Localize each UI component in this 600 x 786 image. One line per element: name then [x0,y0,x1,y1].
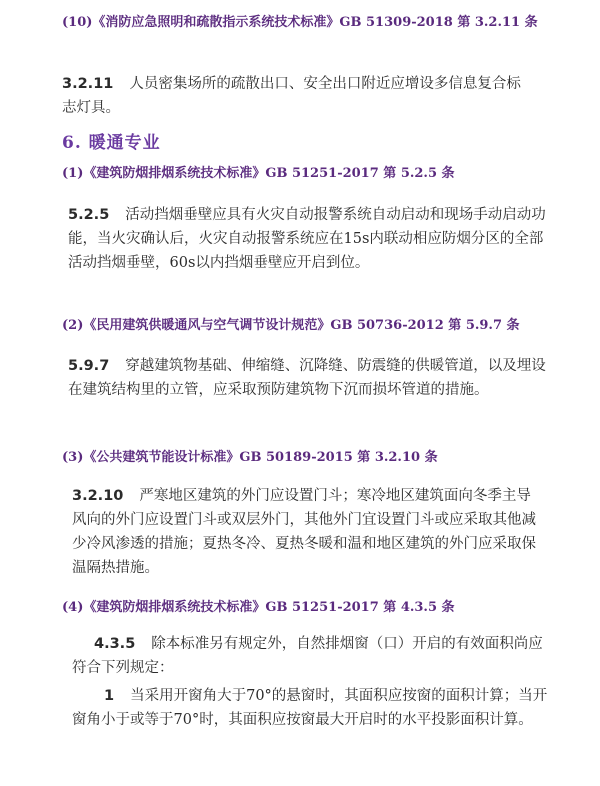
clause-text: 除本标准另有规定外，自然排烟窗（口）开启的有效面积尚应符合下列规定： [72,636,543,676]
clause-number: 5.9.7 [68,358,110,374]
ref-4: (4)《建筑防烟排烟系统技术标准》GB 51251-2017 第 4.3.5 条 [62,600,455,615]
clause-text: 人员密集场所的疏散出口、安全出口附近应增设多信息复合标志灯具。 [62,76,521,116]
clause-text: 严寒地区建筑的外门应设置门斗；寒冷地区建筑面向冬季主导风向的外门应设置门斗或双层外门，其他外门宜设置门斗或应采取其他减少冷风渗透的措施；夏热冬冷、夏热冬暖和温和地区建筑的外门应采取保温隔热措施。 [72,488,536,576]
ref-3: (3)《公共建筑节能设计标准》GB 50189-2015 第 3.2.10 条 [62,450,438,465]
section-title: 6. 暖通专业 [62,133,161,153]
ref-10: (10)《消防应急照明和疏散指示系统技术标准》GB 51309-2018 第 3.2.11 条 [62,15,538,30]
clause-number: 3.2.10 [72,488,124,504]
clause-number: 1 [104,688,115,704]
ref-1: (1)《建筑防烟排烟系统技术标准》GB 51251-2017 第 5.2.5 条 [62,166,455,181]
clause-5-9-7 [68,354,548,402]
clause-text: 当采用开窗角大于70°的悬窗时，其面积应按窗的面积计算；当开窗角小于或等于70°时，其面积应按窗最大开启时的水平投影面积计算。 [72,688,548,728]
clause-text: 穿越建筑物基础、伸缩缝、沉降缝、防震缝的供暖管道，以及埋设在建筑结构里的立管，应采取预防建筑物下沉而损坏管道的措施。 [68,358,546,398]
ref-2: (2)《民用建筑供暖通风与空气调节设计规范》GB 50736-2012 第 5.9.7 条 [62,318,520,333]
clause-5-2-5 [68,203,548,275]
clause-4-3-5-item-1 [72,684,552,732]
clause-number: 4.3.5 [94,636,136,652]
clause-number: 3.2.11 [62,76,114,92]
clause-number: 5.2.5 [68,207,110,223]
clause-3-2-10 [72,484,542,580]
clause-3-2-11 [62,72,532,120]
clause-text: 活动挡烟垂壁应具有火灾自动报警系统自动启动和现场手动启动功能，当火灾确认后，火灾自动报警系统应在15s内联动相应防烟分区的全部活动挡烟垂壁，60s以内挡烟垂壁应开启到位。 [68,207,546,271]
clause-4-3-5 [72,632,552,680]
